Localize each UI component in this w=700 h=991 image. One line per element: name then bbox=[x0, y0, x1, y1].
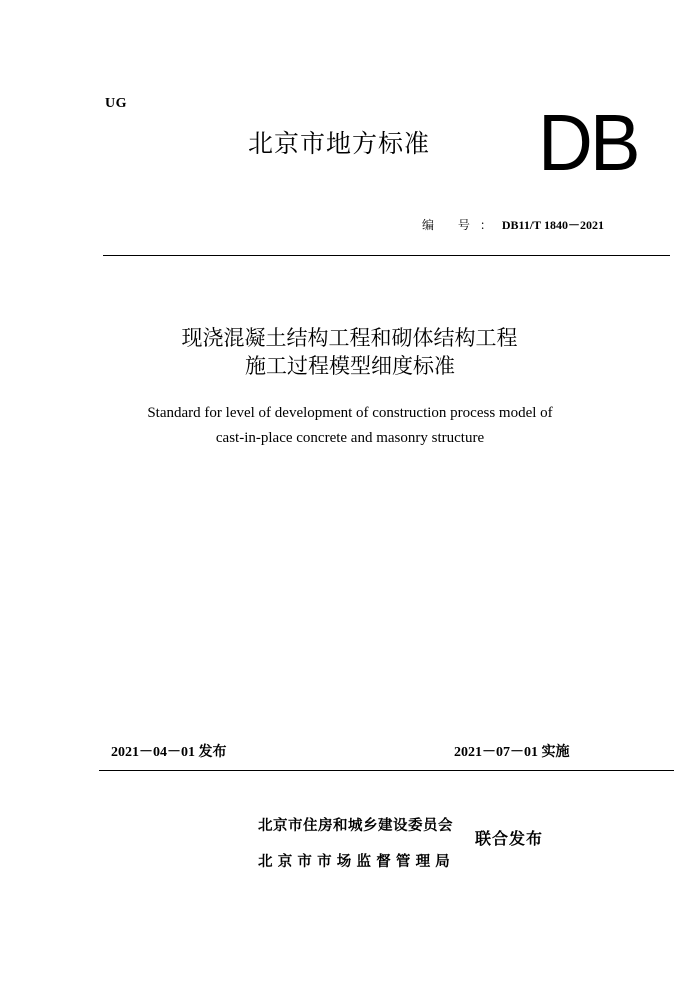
english-title-line-2: cast-in-place concrete and masonry structure bbox=[215, 430, 485, 446]
standard-type-title: 北京市地方标准 bbox=[248, 129, 431, 158]
issue-date bbox=[111, 741, 227, 761]
english-title bbox=[0, 401, 700, 451]
bottom-divider bbox=[99, 770, 674, 771]
chinese-title bbox=[0, 324, 700, 380]
chinese-title-line-1: 现浇混凝土结构工程和砌体结构工程 bbox=[181, 326, 518, 350]
db-logo-mark: DB bbox=[538, 98, 638, 188]
issue-date-label: 发布 bbox=[198, 744, 227, 760]
publisher-market-regulation: 北京市市场监督管理局 bbox=[258, 854, 455, 870]
implementation-date bbox=[454, 741, 570, 761]
standard-number bbox=[422, 216, 604, 233]
chinese-title-line-2: 施工过程模型细度标准 bbox=[245, 354, 455, 378]
issue-date-value: 2021－04－01 bbox=[111, 745, 195, 760]
implementation-date-label: 实施 bbox=[541, 744, 570, 760]
standard-number-value: DB11/T 1840－2021 bbox=[501, 218, 604, 232]
joint-publication-label: 联合发布 bbox=[475, 829, 544, 848]
english-title-line-1: Standard for level of development of construction process model of bbox=[147, 405, 553, 421]
classification-code: UG bbox=[105, 96, 127, 111]
implementation-date-value: 2021－07－01 bbox=[454, 745, 538, 760]
publisher-housing-commission: 北京市住房和城乡建设委员会 bbox=[258, 818, 453, 834]
top-divider bbox=[103, 255, 670, 256]
standard-number-label: 编 号： bbox=[422, 218, 502, 232]
